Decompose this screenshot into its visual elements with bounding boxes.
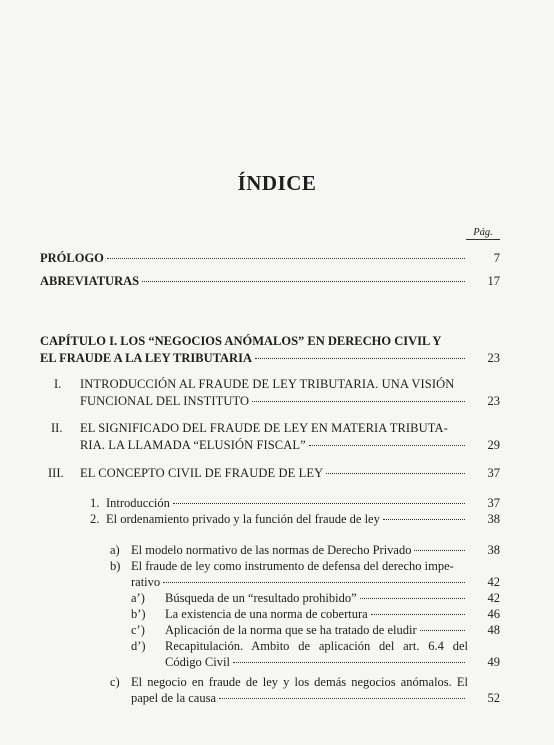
toc-entry-marker: d’) (131, 639, 146, 653)
leader-dots (414, 549, 465, 551)
toc-entry-marker: 1. (90, 496, 100, 510)
leader-dots (383, 518, 465, 520)
leader-dots (309, 444, 465, 446)
leader-dots (255, 357, 465, 359)
leader-dots (252, 400, 465, 402)
toc-page-number: 37 (487, 496, 500, 510)
toc-page-number: 7 (493, 251, 500, 265)
toc-entry-label-line2: RIA. LA LLAMADA “ELUSIÓN FISCAL” (80, 438, 306, 452)
toc-entry-label: EL CONCEPTO CIVIL DE FRAUDE DE LEY (80, 466, 324, 480)
toc-page-number: 38 (487, 543, 500, 557)
toc-entry-label-line1: EL SIGNIFICADO DEL FRAUDE DE LEY EN MATERIA TRIBUTA- (80, 421, 448, 435)
toc-entry-marker: I. (54, 377, 62, 391)
toc-entry-marker: a) (110, 543, 120, 557)
toc-entry-marker: c) (110, 675, 120, 689)
toc-page-number: 37 (487, 466, 500, 480)
toc-page-number: 17 (487, 274, 500, 288)
toc-entry-label: PRÓLOGO (40, 251, 104, 265)
toc-page-number: 46 (487, 607, 500, 621)
leader-dots (360, 597, 465, 599)
toc-entry-label-line1: El negocio en fraude de ley y los demás negocios anómalos. El (131, 675, 468, 689)
toc-entry-marker: a’) (131, 591, 145, 605)
toc-page-number: 23 (487, 351, 500, 365)
toc-entry-marker: b’) (131, 607, 146, 621)
toc-entry-marker: 2. (90, 512, 100, 526)
toc-entry-label-line2: papel de la causa (131, 691, 217, 705)
toc-entry-marker: b) (110, 559, 121, 573)
leader-dots (233, 661, 465, 663)
toc-page-number: 23 (487, 394, 500, 408)
toc-entry-label: Aplicación de la norma que se ha tratado de eludir (165, 623, 417, 637)
toc-entry-label-line2: rativo (131, 575, 161, 589)
toc-entry-marker: III. (48, 466, 64, 480)
page-title: ÍNDICE (237, 171, 317, 195)
toc-entry-label-line2: Código Civil (165, 655, 230, 669)
toc-entry-label-line2: FUNCIONAL DEL INSTITUTO (80, 394, 250, 408)
leader-dots (163, 581, 465, 583)
leader-dots (107, 257, 465, 259)
leader-dots (420, 629, 465, 631)
leader-dots (173, 502, 465, 504)
toc-entry-label-line2: EL FRAUDE A LA LEY TRIBUTARIA (40, 351, 252, 365)
leader-dots (142, 280, 465, 282)
toc-entry-label: Búsqueda de un “resultado prohibido” (165, 591, 357, 605)
toc-entry-label-line1: CAPÍTULO I. LOS “NEGOCIOS ANÓMALOS” EN DERECHO CIVIL Y (40, 334, 442, 348)
toc-entry-marker: II. (51, 421, 63, 435)
page-column-label: Pág. (466, 226, 500, 240)
leader-dots (219, 697, 465, 699)
toc-page-number: 38 (487, 512, 500, 526)
toc-entry-marker: c’) (131, 623, 145, 637)
toc-page-number: 48 (487, 623, 500, 637)
toc-entry-label: El modelo normativo de las normas de Derecho Privado (131, 543, 412, 557)
toc-page-number: 42 (487, 591, 500, 605)
toc-page-number: 29 (487, 438, 500, 452)
leader-dots (326, 472, 465, 474)
toc-page-number: 52 (487, 691, 500, 705)
leader-dots (371, 613, 465, 615)
toc-page-number: 49 (487, 655, 500, 669)
toc-entry-label: ABREVIATURAS (40, 274, 140, 288)
toc-entry-label: El ordenamiento privado y la función del fraude de ley (106, 512, 380, 526)
toc-entry-label-line1: INTRODUCCIÓN AL FRAUDE DE LEY TRIBUTARIA. UNA VISIÓN (80, 377, 455, 391)
toc-entry-label: La existencia de una norma de cobertura (165, 607, 368, 621)
toc-entry-label-line1: El fraude de ley como instrumento de defensa del derecho impe- (131, 559, 454, 573)
toc-entry-label-line1: Recapitulación. Ambito de aplicación del art. 6.4 del (165, 639, 468, 653)
toc-entry-label: Introducción (106, 496, 170, 510)
toc-page-number: 42 (487, 575, 500, 589)
